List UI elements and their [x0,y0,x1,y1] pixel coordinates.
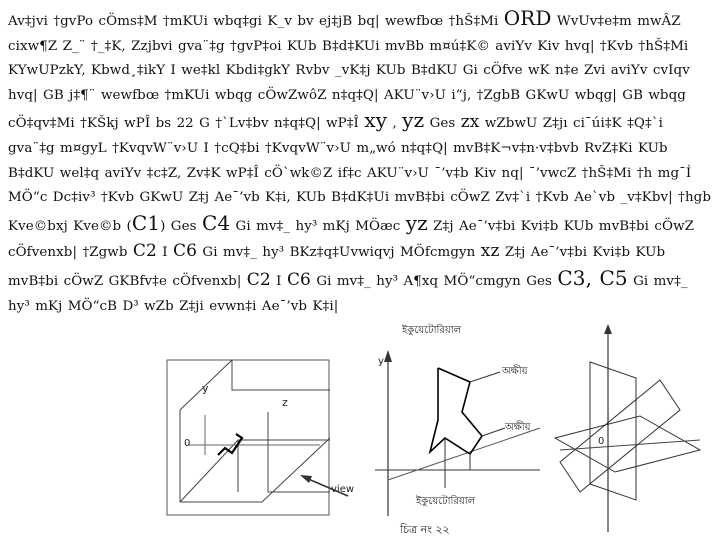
center-label-equatorial-top: ইকুয়েটোরিয়াল [402,325,462,336]
paragraph-text: Gi mv‡_ hy³ mKj MÖ“cB D³ wZb Z‡ji evwn‡i Ae¯’vb K‡i| [8,273,688,314]
paragraph-text: Gi mv‡_ hy³ mKj MÖæc [230,218,406,234]
paragraph-symbol: C2 [132,241,157,262]
right-origin: 0 [598,436,605,447]
paragraph-symbol: yz [405,210,428,235]
center-label-equatorial-bottom: ইকুয়েটোরিয়াল [416,496,476,507]
paragraph-text: ) Ges [160,218,202,234]
left-axis-y: y [202,382,209,395]
paragraph-symbol: ORD [503,6,552,30]
paragraph-text: Z‡j Ae¯’v‡bi Kvi‡b KUb mvB‡bi cÖwZ cÖfvenxb| †Zgwb [8,218,695,261]
right-figure [555,324,700,532]
paragraph-symbol: C4 [201,210,231,235]
center-label-axial-bottom: অক্ষীয় [505,422,531,433]
paragraph-text: , [387,116,403,132]
paragraph-text: I [270,273,287,289]
paragraph-text: I [156,245,174,261]
paragraph-symbol: C6 [173,241,198,262]
view-label: view [331,484,355,495]
paragraph-symbol: C3, C5 [557,265,628,290]
paragraph-symbol: C6 [286,269,311,290]
paragraph-text: Av‡jvi †gvPo cÖms‡M †mKUi wbq‡gi K_v bv ej‡jB bq| wewfbœ †hŠ‡Mi [8,14,504,29]
paragraph-symbol: xy [364,108,388,133]
left-axis-z: z [282,396,288,409]
paragraph-symbol: C1 [131,210,161,235]
figure-22 [0,320,720,540]
center-label-axial-top: অক্ষীয় [502,366,528,377]
paragraph-symbol: C2 [246,269,271,290]
paragraph-text: wZbwU Z‡jı ci¯úi‡K ‡Q‡`i gva¨‡g m¤gyL †KvqvW¨v›U I †cQ‡bi †KvqvW¨v›U m„wó n‡q‡Q| mvB‡K¬v‡n·v‡bvb RvZ‡Ki KUb B‡dKU wel‡q aviYv ‡c‡Z, Zv‡K wP‡Î cÖ`wk©Z if‡c AKU¨v›U ¯’v‡b Kiv nq| ¯’vwcZ †hŠ‡Mi †h mg¯Í MÖ“c Dc‡iv³ †Kvb GKwU Z‡j Ae¯’vb K‡i, KUb B‡dK‡Ui mvB‡bi cÖwZ Zv‡`i †Kvb Ae`vb _v‡Kbv| †hgb Kve©bxj Kve©b ( [8,116,712,234]
figure-caption: চিত্র নং ২২ [400,523,450,536]
paragraph-symbol: yz [402,108,425,133]
paragraph-text: Gi mv‡_ hy³ BKz‡q‡Uvwiqvj MÖfcmgyn [197,245,481,261]
left-figure [167,360,354,515]
body-paragraph [8,6,714,319]
paragraph-symbol: xz [480,241,500,262]
center-figure [375,323,540,536]
center-axis-y: y [378,356,384,367]
paragraph-symbol: zx [460,112,480,133]
paragraph-text: Gi mv‡_ hy³ A¶xq MÖ“cmgyn Ges [310,273,558,289]
left-origin: 0 [184,438,191,449]
paragraph-text: WvUv‡e‡m mwÂZ cixw¶Z Z_¨ †_‡K, Zzjbvi gva¨‡g †gvP‡oi KUb B‡d‡KUi mvBb m¤ú‡K© aviYv Kiv hvq| †Kvb †hŠ‡Mi KYwUPzkY, Kbwd¸‡ikY I we‡kl Kbdi‡gkY Rvbv _vK‡j KUb B‡dKU Gi cÖfve wK n‡e Zvi aviYv cvIqv hvq| GB j‡¶¨ wewfbœ †mKUi wbqg cÖwZwôZ n‡q‡Q| AKU¨v›U i“j, †ZgbB GKwU wbqg| GB wbqg cÖ‡qv‡Mi †KŠkj wPÎ bs 22 G †`Lv‡bv n‡q‡Q| wP‡Î [8,14,690,132]
paragraph-text: Z‡j Ae¯’v‡bi Kvi‡b KUb mvB‡bi cÖwZ GKBfv‡e cÖfvenxb| [8,245,666,289]
paragraph-text: Ges [424,116,461,132]
